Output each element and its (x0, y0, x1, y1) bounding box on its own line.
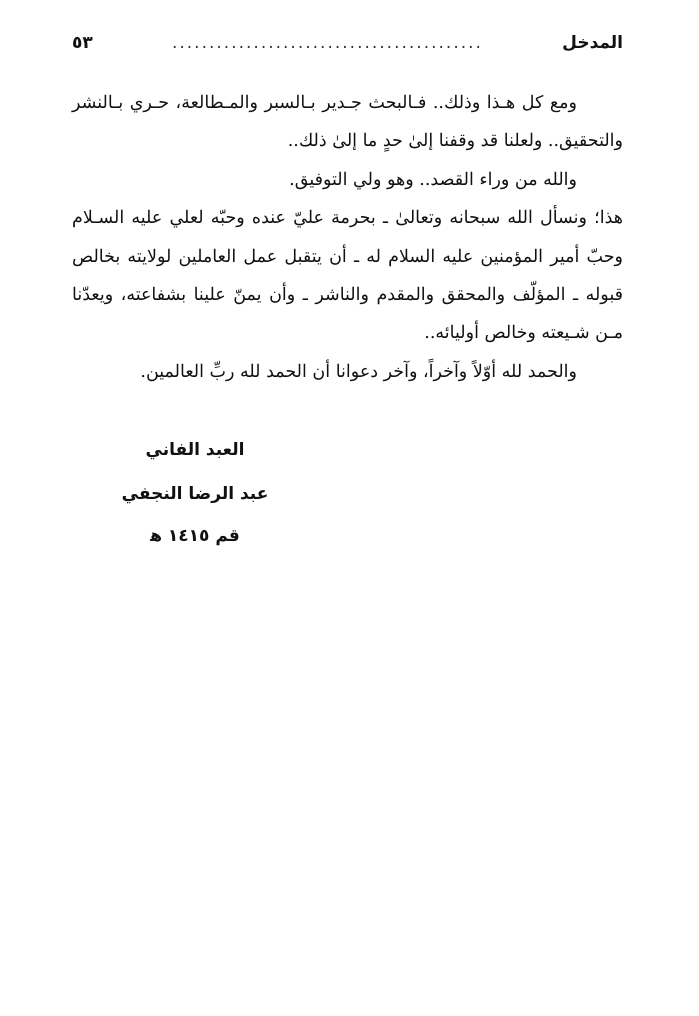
signature-line-place-date: قم ١٤١٥ ﻫ (150, 526, 240, 546)
page-number: ٥٣ (72, 33, 93, 53)
paragraph: ومع كل هـذا وذلك.. فـالبحث جـدير بـالسبر والمـطالعة، حـري بـالنشر والتحقيق.. ولعلنا قد وقفنا إلىٰ حدٍ ما إلىٰ ذلك.. (72, 93, 623, 152)
paragraph: والله من وراء القصد.. وهو ولي التوفيق. (289, 169, 577, 190)
chapter-title: المدخل (562, 33, 623, 53)
signature-line-title: العبد الفاني (145, 440, 245, 460)
signature-line-name: عبد الرضا النجفي (121, 484, 269, 504)
body-text (72, 84, 623, 391)
running-header (72, 28, 623, 58)
leader-dots: .......................................... (171, 33, 483, 53)
paragraph: هذا؛ ونسأل الله سبحانه وتعالىٰ ـ بحرمة عليّ عنده وحبّه لعلي عليه السـلام وحبّ أمير المؤمنين عليه السلام له ـ أن يتقبل عمل العاملين لولايته بخالص قبوله ـ المؤلّف والمحقق والمقدم والناشر ـ وأن يمنّ علينا بشفاعته، ويعدّنا مـن شـيعته وخالص أوليائه.. (72, 208, 623, 344)
paragraph: والحمد لله أوّلاً وآخراً، وآخر دعوانا أن الحمد لله ربِّ العالمين. (140, 361, 577, 382)
